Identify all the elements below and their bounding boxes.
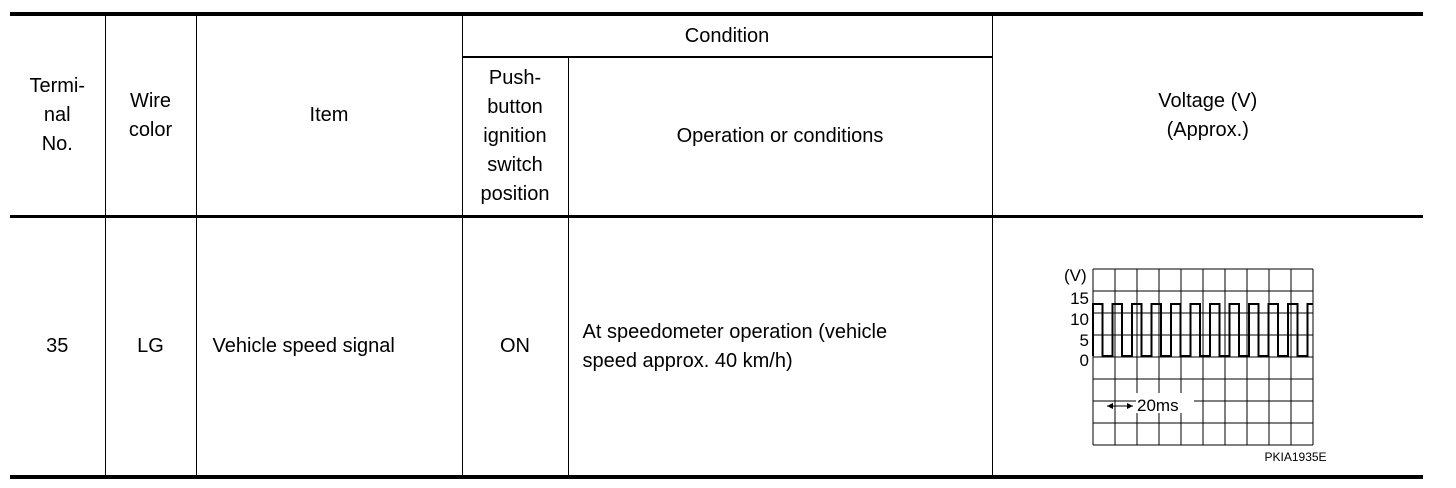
time-label: 20ms: [1136, 396, 1179, 415]
cell-terminal: 35: [10, 217, 105, 478]
figure-id: PKIA1935E: [1264, 450, 1327, 464]
header-terminal-no: Termi- nal No.: [10, 14, 105, 217]
header-item: Item: [196, 14, 462, 217]
y-tick-label: 0: [1079, 351, 1089, 370]
oscilloscope-waveform: [1059, 264, 1329, 454]
arrow-right-icon: [1127, 403, 1133, 409]
header-condition: Condition: [462, 14, 992, 57]
table-row: [10, 217, 1423, 478]
arrow-left-icon: [1107, 403, 1113, 409]
unit-label: (V): [1063, 266, 1087, 285]
header-voltage: Voltage (V) (Approx.): [992, 14, 1423, 217]
terminal-spec-table: [10, 12, 1423, 479]
header-operation: Operation or conditions: [568, 57, 992, 217]
header-wire-color: Wire color: [105, 14, 196, 217]
cell-wire-color: LG: [105, 217, 196, 478]
cell-switch-position: ON: [462, 217, 568, 478]
cell-voltage-waveform: [992, 217, 1423, 478]
y-tick-label: 10: [1069, 310, 1089, 329]
header-switch-position: Push- button ignition switch position: [462, 57, 568, 217]
y-tick-label: 15: [1069, 289, 1089, 308]
cell-item: Vehicle speed signal: [196, 217, 462, 478]
cell-operation: At speedometer operation (vehicle speed approx. 40 km/h): [568, 217, 992, 478]
y-tick-label: 5: [1079, 331, 1089, 350]
